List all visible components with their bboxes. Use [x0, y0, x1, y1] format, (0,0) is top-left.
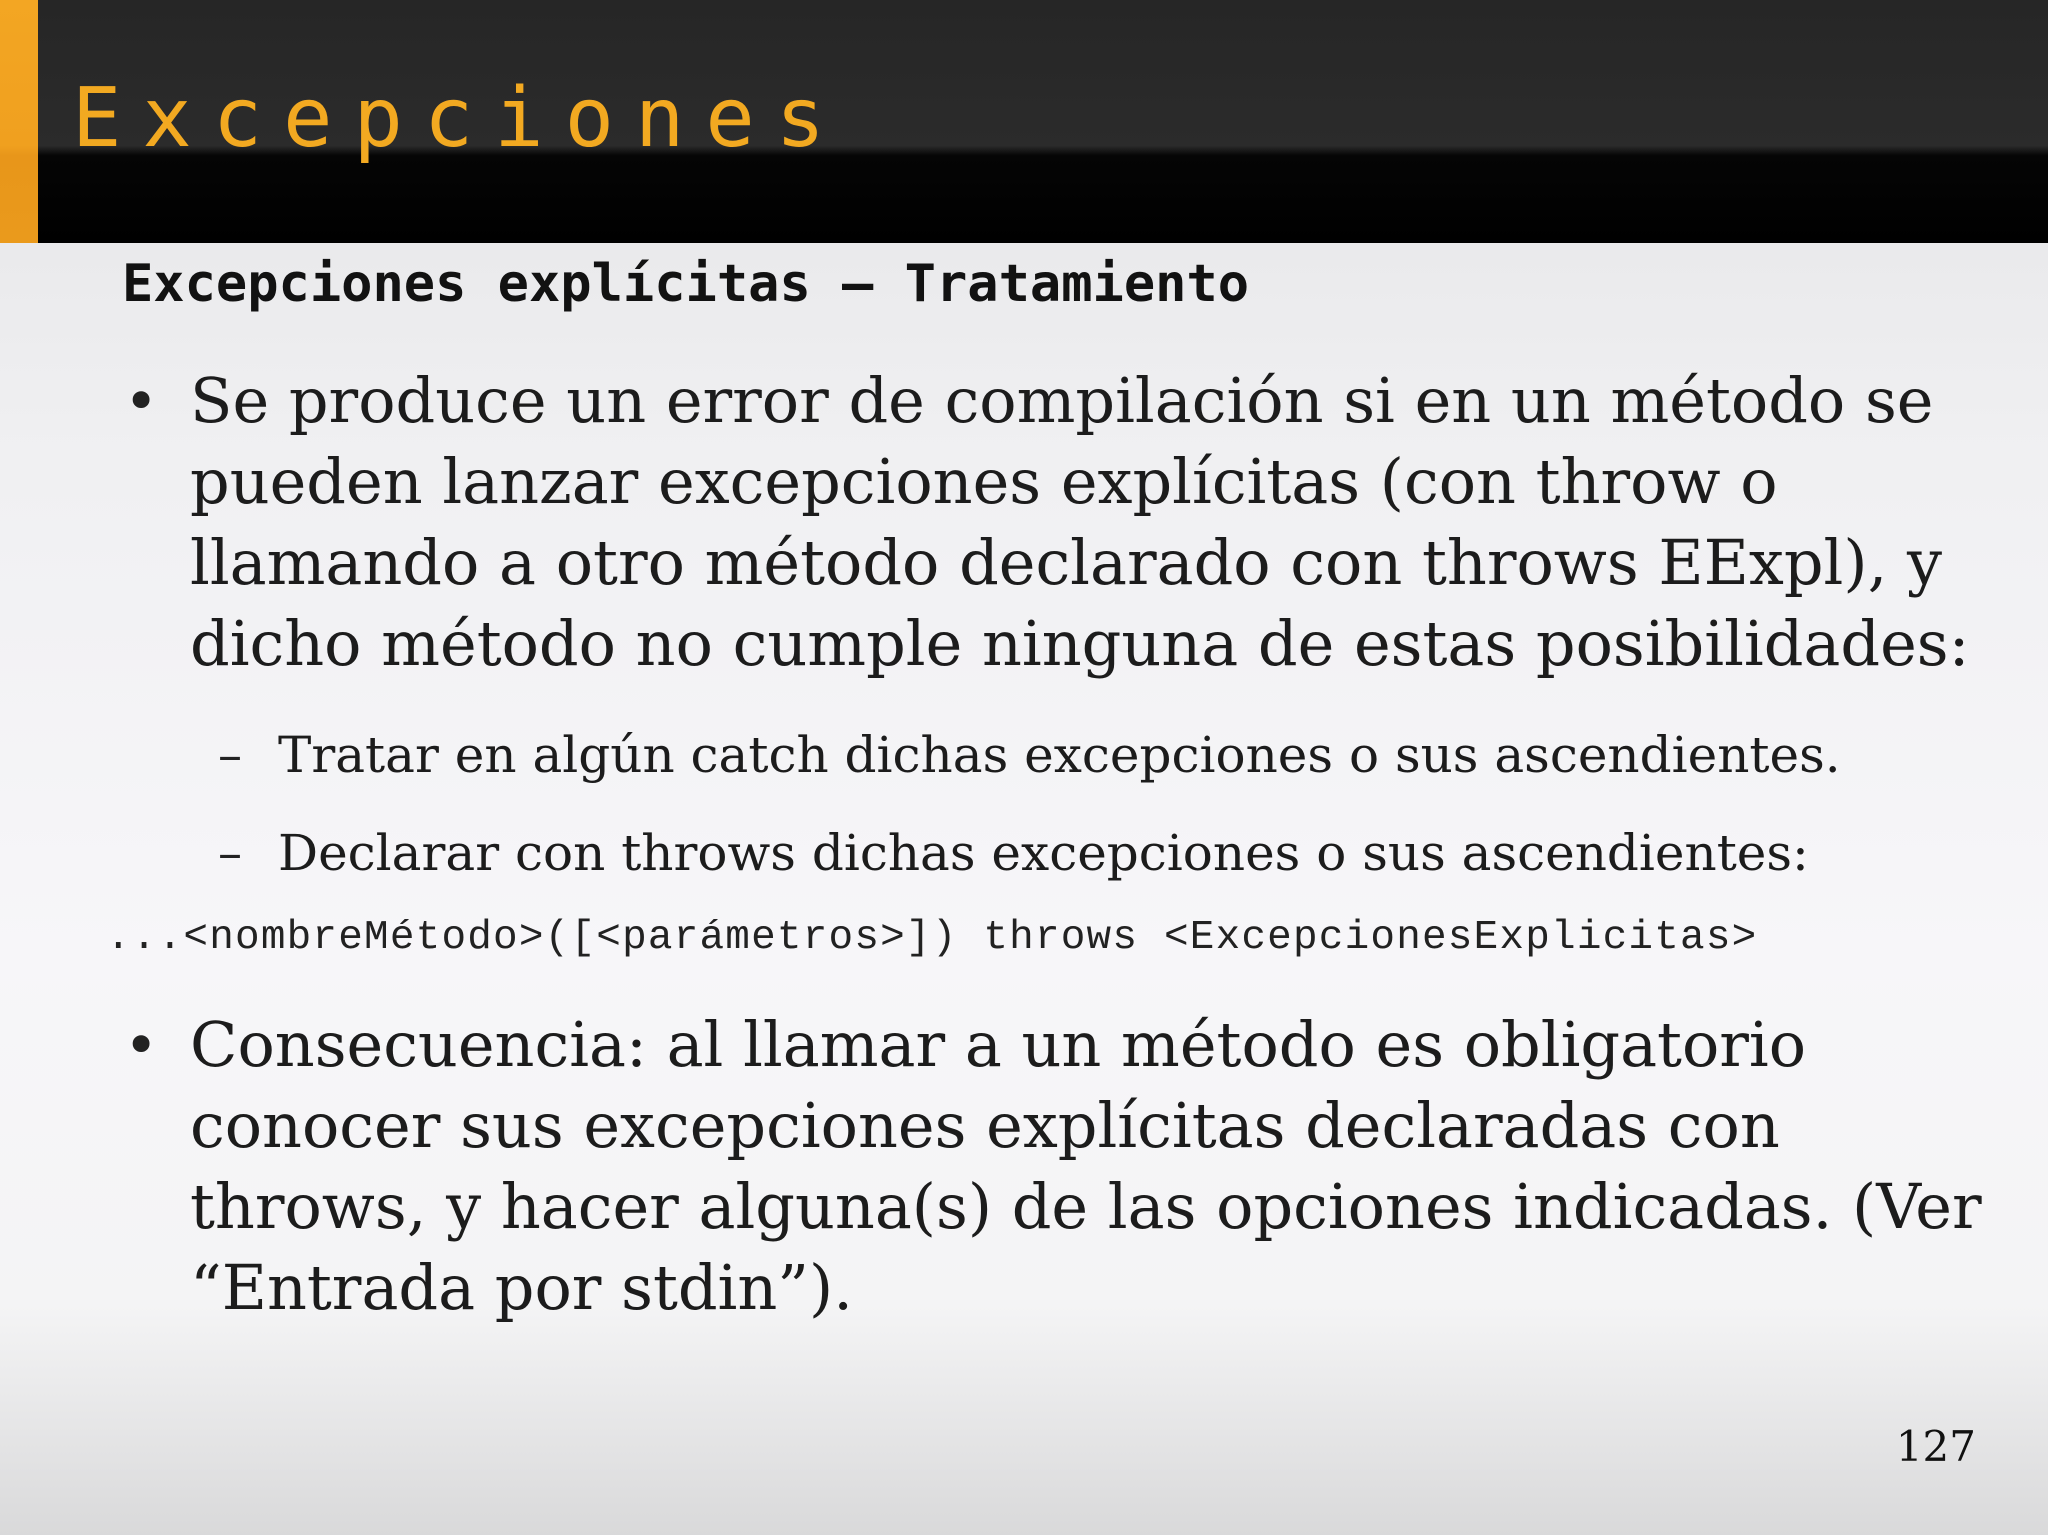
slide-title: Excepciones	[72, 71, 847, 166]
sub-item-throws: Declarar con throws dichas excepciones o sus ascendientes:	[278, 824, 1809, 882]
bullet-marker: •	[124, 1011, 159, 1079]
page-number: 127	[1895, 1422, 1976, 1471]
sub-item-catch: Tratar en algún catch dichas excepciones o sus ascendientes.	[278, 726, 1841, 784]
slide-header	[0, 0, 2048, 243]
bullet-marker: •	[124, 367, 159, 435]
slide-subtitle: Excepciones explícitas – Tratamiento	[122, 254, 1250, 314]
sub-item-marker: –	[218, 825, 242, 881]
sub-item-marker: –	[218, 727, 242, 783]
bullet-text-consequence: Consecuencia: al llamar a un método es obligatorio conocer sus excepciones explícitas declaradas con throws, y hacer alguna(s) de las opciones indicadas. (Ver “Entrada por stdin”).	[190, 1008, 1982, 1324]
code-signature: ...<nombreMétodo>([<parámetros>]) throws <ExcepcionesExplicitas>	[106, 915, 1758, 961]
bullet-text-compile-error: Se produce un error de compilación si en un método se pueden lanzar excepciones explícitas (con throw o llamando a otro método declarado con throws EExpl), y dicho método no cumple ninguna de estas posibilidades:	[190, 364, 1970, 680]
header-accent-bar	[0, 0, 38, 243]
